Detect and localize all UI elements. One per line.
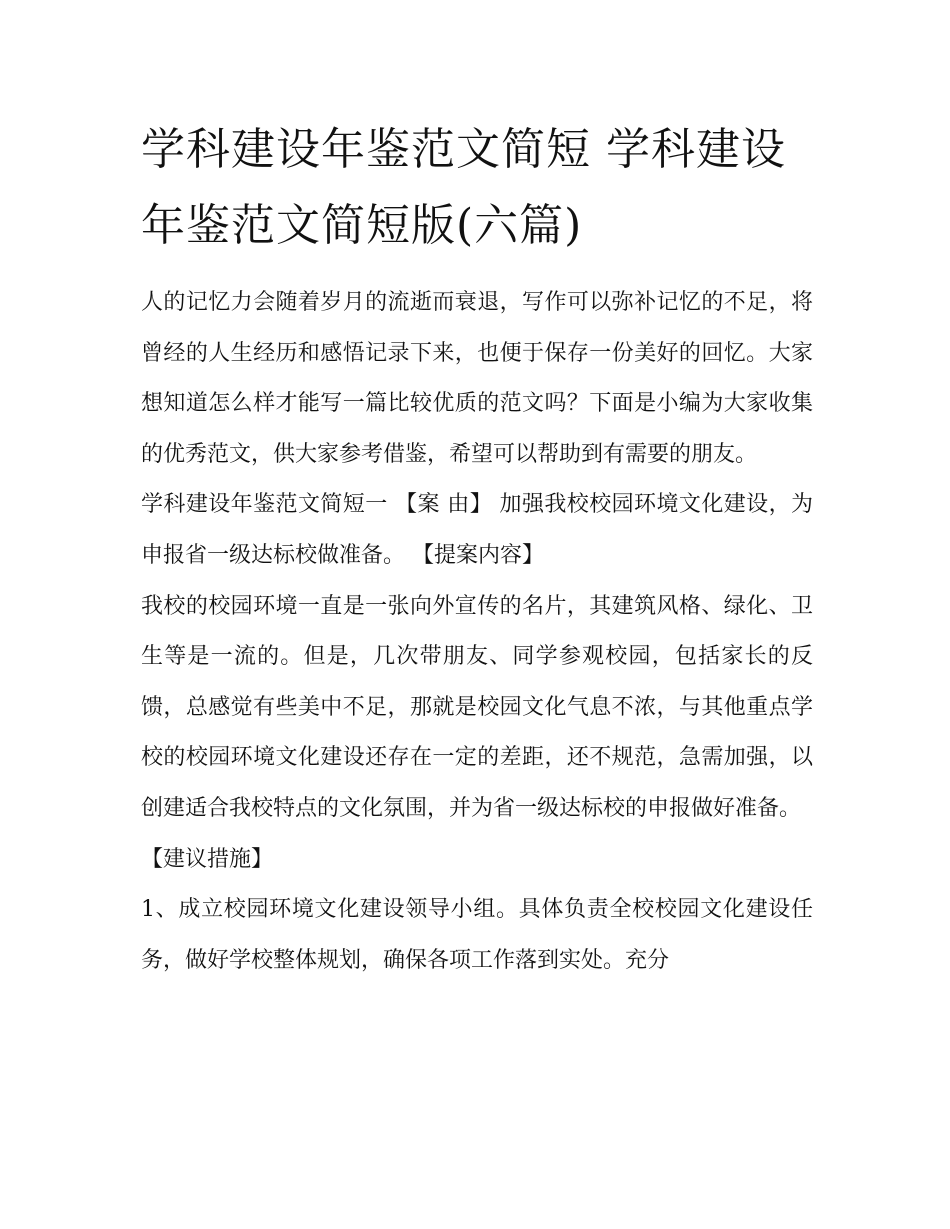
measure-item-1: 1、成立校园环境文化建设领导小组。具体负责全校校园文化建设任务，做好学校整体规划，确保各项工作落到实处。充分 bbox=[141, 897, 813, 973]
case-reason-paragraph: 学科建设年鉴范文简短一 【案 由】 加强我校校园环境文化建设，为申报省一级达标校做准备。 【提案内容】 bbox=[141, 492, 813, 568]
suggestion-heading: 【建议措施】 bbox=[141, 846, 274, 872]
document-body bbox=[141, 278, 813, 986]
document-page bbox=[141, 112, 813, 986]
document-title: 学科建设年鉴范文简短 学科建设年鉴范文简短版(六篇) bbox=[141, 124, 786, 251]
intro-paragraph: 人的记忆力会随着岁月的流逝而衰退，写作可以弥补记忆的不足，将曾经的人生经历和感悟记录下来，也便于保存一份美好的回忆。大家想知道怎么样才能写一篇比较优质的范文吗？下面是小编为大家收集的优秀范文，供大家参考借鉴，希望可以帮助到有需要的朋友。 bbox=[141, 290, 813, 467]
proposal-content-paragraph: 我校的校园环境一直是一张向外宣传的名片，其建筑风格、绿化、卫生等是一流的。但是，几次带朋友、同学参观校园，包括家长的反馈，总感觉有些美中不足，那就是校园文化气息不浓，与其他重点学校的校园环境文化建设还存在一定的差距，还不规范，急需加强，以创建适合我校特点的文化氛围，并为省一级达标校的申报做好准备。 bbox=[141, 593, 813, 821]
